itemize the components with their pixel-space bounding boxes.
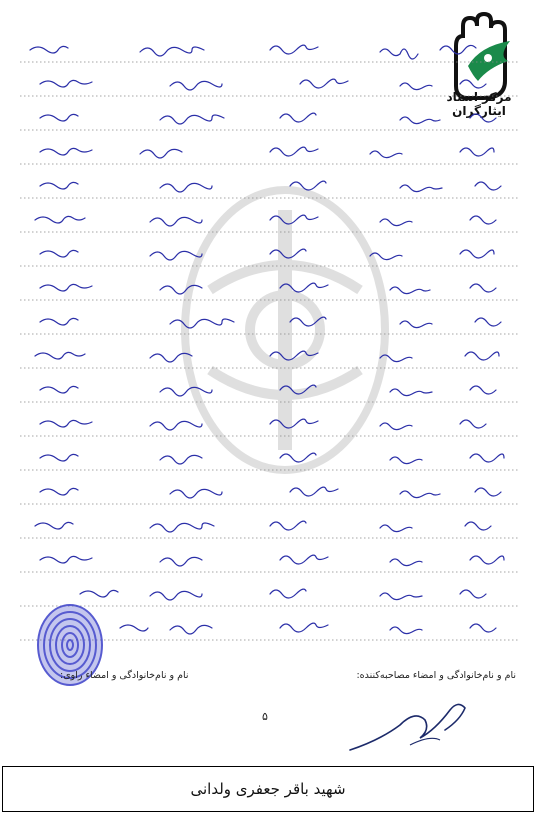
page-number: ۵ — [262, 710, 268, 723]
interviewer-signature-label: نام و نام‌خانوادگی و امضاء مصاحبه‌کننده: — [356, 670, 516, 681]
caption-text: شهید باقر جعفری ولدانی — [190, 780, 346, 798]
signature-icon — [340, 690, 480, 760]
signature-labels — [60, 670, 516, 688]
caption-box — [2, 766, 534, 812]
handwritten-text — [20, 30, 518, 642]
logo-title: مرکز اسناد ایثارگران — [446, 90, 512, 118]
narrator-signature-label: نام و نام‌خانوادگی و امضاء راوی: — [60, 670, 189, 681]
ruled-handwriting-area — [20, 30, 518, 646]
